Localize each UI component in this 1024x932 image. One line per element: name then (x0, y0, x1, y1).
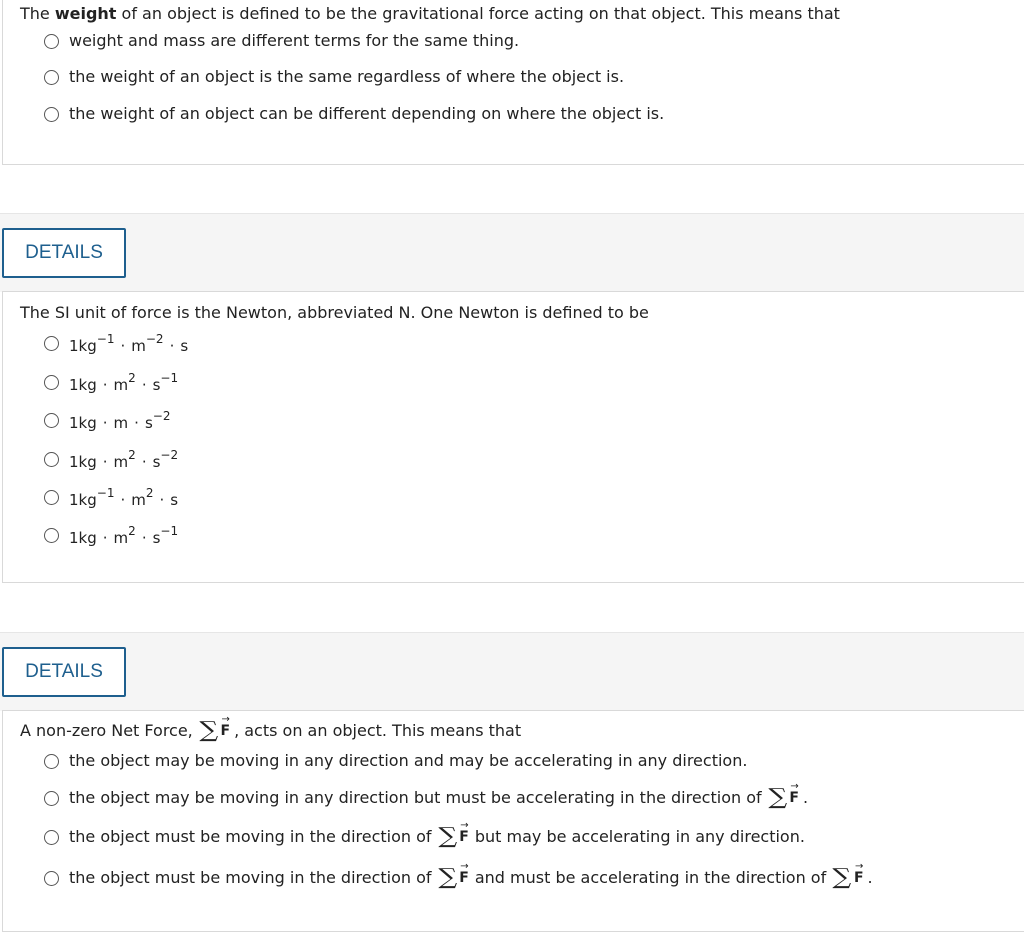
radio-button[interactable] (44, 107, 59, 122)
q2-details-band (0, 213, 1024, 292)
q3-option-2[interactable]: the object may be moving in any direction but must be accelerating in the direction of ∑ → F . (44, 788, 808, 808)
unit-expression: $1kg \cdot m^2 \cdot s^{-1}$ (69, 371, 179, 394)
radio-button[interactable] (44, 490, 59, 505)
radio-button[interactable] (44, 830, 59, 845)
sigma-symbol: ∑ (437, 865, 457, 890)
unit-expression: $1kg \cdot m \cdot s^{-2}$ (69, 409, 171, 432)
radio-button[interactable] (44, 754, 59, 769)
force-vector-symbol: → F (854, 868, 864, 888)
sigma-symbol: ∑ (437, 824, 457, 849)
sigma-symbol: ∑ (199, 718, 219, 743)
q2-option-3[interactable] (44, 408, 170, 433)
q3-option-3[interactable]: the object must be moving in the direction of ∑ → F but may be accelerating in any direction. (44, 827, 805, 847)
question-3-box (2, 710, 1024, 932)
q2-option-5[interactable] (44, 485, 178, 510)
unit-expression: $1kg \cdot m^2 \cdot s^{-2}$ (69, 448, 179, 471)
radio-button[interactable] (44, 791, 59, 806)
radio-button[interactable] (44, 452, 59, 467)
sigma-symbol: ∑ (768, 785, 787, 810)
q2-option-4[interactable] (44, 447, 178, 472)
q3-details-band (0, 632, 1024, 711)
radio-button[interactable] (44, 871, 59, 886)
q1-option-2[interactable]: the weight of an object is the same regardless of where the object is. (44, 67, 624, 87)
q2-option-1[interactable] (44, 331, 188, 356)
radio-button[interactable] (44, 413, 59, 428)
force-vector-symbol: → F (459, 868, 469, 888)
sigma-symbol: ∑ (832, 865, 852, 890)
q2-stem: The SI unit of force is the Newton, abbreviated N. One Newton is defined to be (20, 303, 649, 322)
q2-option-6[interactable] (44, 523, 178, 548)
radio-button[interactable] (44, 70, 59, 85)
q3-option-1[interactable]: the object may be moving in any direction and may be accelerating in any direction. (44, 751, 747, 771)
radio-button[interactable] (44, 528, 59, 543)
q1-option-1[interactable]: weight and mass are different terms for the same thing. (44, 31, 519, 51)
q1-option-3[interactable]: the weight of an object can be different depending on where the object is. (44, 104, 664, 124)
q2-option-2[interactable] (44, 370, 178, 395)
force-vector-symbol: → F (459, 827, 469, 847)
unit-expression: $1kg^{-1} \cdot m^{-2} \cdot s$ (69, 332, 189, 355)
q3-stem: A non-zero Net Force, ∑ → F , acts on an object. This means that (20, 721, 521, 741)
force-vector-symbol: → F (789, 788, 799, 808)
radio-button[interactable] (44, 375, 59, 390)
q1-stem: The weight of an object is defined to be the gravitational force acting on that object. This means that (20, 4, 840, 23)
q3-option-4[interactable]: the object must be moving in the direction of ∑ → F and must be accelerating in the direction of ∑ → F . (44, 868, 873, 888)
unit-expression: $1kg \cdot m^2 \cdot s^{-1}$ (69, 524, 179, 547)
q3-details-button[interactable]: DETAILS (2, 647, 126, 697)
q2-details-button[interactable]: DETAILS (2, 228, 126, 278)
radio-button[interactable] (44, 34, 59, 49)
force-vector-symbol: → F (220, 721, 230, 741)
radio-button[interactable] (44, 336, 59, 351)
unit-expression: $1kg^{-1} \cdot m^2 \cdot s$ (69, 486, 179, 509)
